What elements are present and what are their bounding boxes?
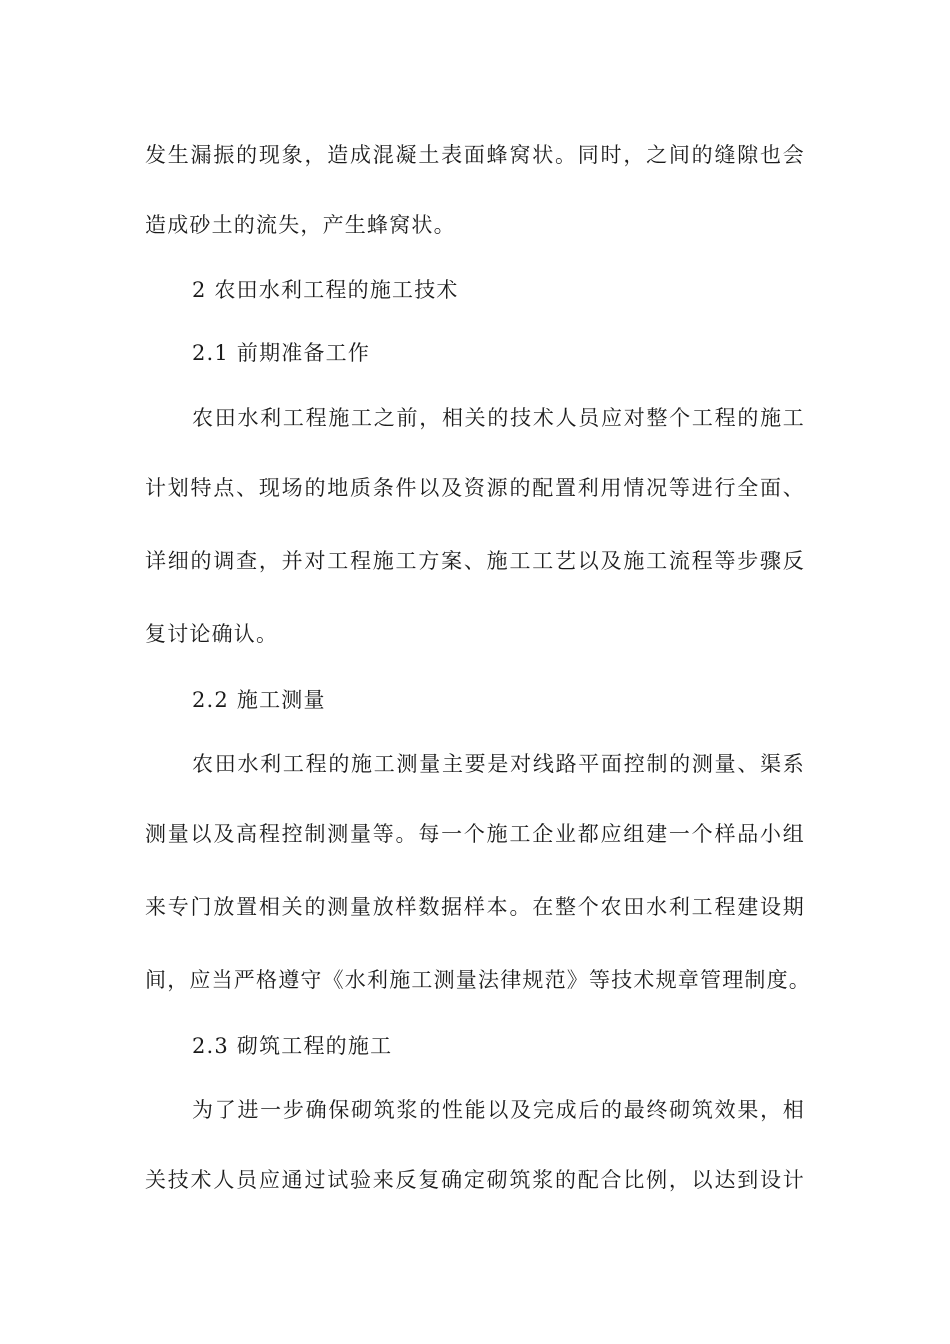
paragraph-line: 计划特点、现场的地质条件以及资源的配置利用情况等进行全面、 [145, 476, 805, 500]
paragraph-line: 农田水利工程的施工测量主要是对线路平面控制的测量、渠系 [192, 752, 805, 776]
paragraph-line: 间，应当严格遵守《水利施工测量法律规范》等技术规章管理制度。 [145, 968, 811, 992]
subsection-heading: 2.2 施工测量 [192, 688, 326, 712]
subsection-heading: 2.1 前期准备工作 [192, 341, 371, 365]
paragraph-line: 关技术人员应通过试验来反复确定砌筑浆的配合比例，以达到设计 [145, 1168, 805, 1192]
subsection-heading: 2.3 砌筑工程的施工 [192, 1034, 393, 1058]
paragraph-line: 农田水利工程施工之前，相关的技术人员应对整个工程的施工 [192, 406, 805, 430]
section-heading: 2 农田水利工程的施工技术 [192, 278, 459, 302]
paragraph-line: 复讨论确认。 [145, 622, 279, 646]
paragraph-line: 来专门放置相关的测量放样数据样本。在整个农田水利工程建设期 [145, 895, 805, 919]
paragraph-line: 详细的调查，并对工程施工方案、施工工艺以及施工流程等步骤反 [145, 549, 805, 573]
paragraph-line: 为了进一步确保砌筑浆的性能以及完成后的最终砌筑效果，相 [192, 1098, 805, 1122]
paragraph-line: 发生漏振的现象，造成混凝土表面蜂窝状。同时，之间的缝隙也会 [145, 143, 805, 167]
paragraph-line: 造成砂土的流失，产生蜂窝状。 [145, 213, 456, 237]
paragraph-line: 测量以及高程控制测量等。每一个施工企业都应组建一个样品小组 [145, 822, 805, 846]
